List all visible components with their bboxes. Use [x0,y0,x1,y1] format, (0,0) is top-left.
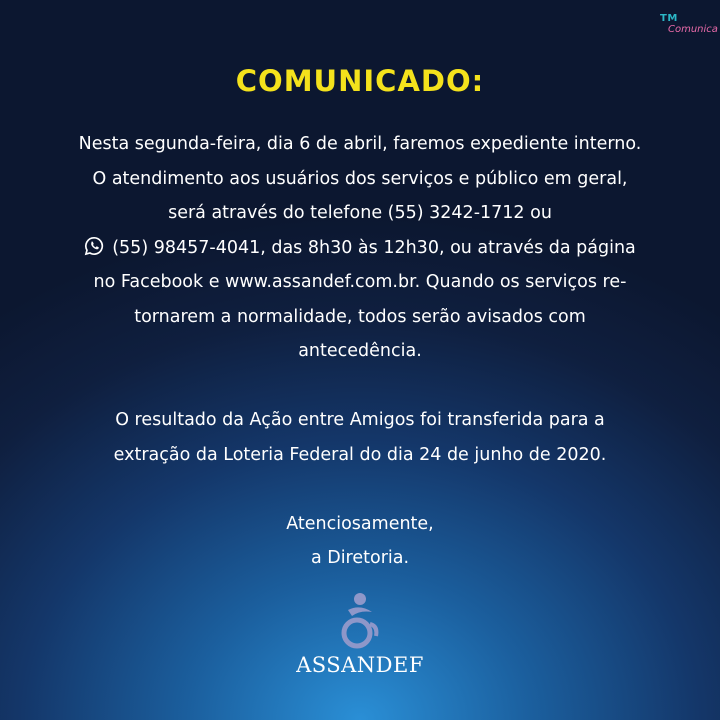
assandef-emblem-icon [330,590,390,650]
paragraph1-line: tornarem a normalidade, todos serão avisados com [134,306,586,327]
paragraph-gap [20,472,700,507]
paragraph1-line: antecedência. [298,341,422,361]
corner-logo-bottom: Comunica [668,24,718,35]
paragraph1-line: O atendimento aos usuários dos serviços e público em geral, [92,168,628,189]
paragraph2-line: extração da Loteria Federal do dia 24 de junho de 2020. [113,444,607,465]
page-title: COMUNICADO: [235,64,485,98]
paragraph1-line: Nesta segunda-feira, dia 6 de abril, faremos expediente interno. [78,134,642,154]
paragraph1-line-whatsapp [20,231,700,266]
whatsapp-icon [84,236,104,256]
paragraph2-line: O resultado da Ação entre Amigos foi transferida para a [115,410,605,430]
paragraph-gap [20,369,700,404]
paragraph1-line-text: (55) 98457-4041, das 8h30 às 12h30, ou através da página [112,237,636,258]
brand-name: ASSANDEF [296,653,424,677]
paragraph1-line: será através do telefone (55) 3242-1712 ou [168,203,552,223]
corner-logo-top: TM [660,13,678,24]
paragraph1-line: no Facebook e www.assandef.com.br. Quando os serviços re- [93,272,627,292]
closing-line: a Diretoria. [310,548,410,568]
closing-line: Atenciosamente, [286,513,434,534]
announcement-body [20,127,700,576]
corner-logo [660,13,718,40]
